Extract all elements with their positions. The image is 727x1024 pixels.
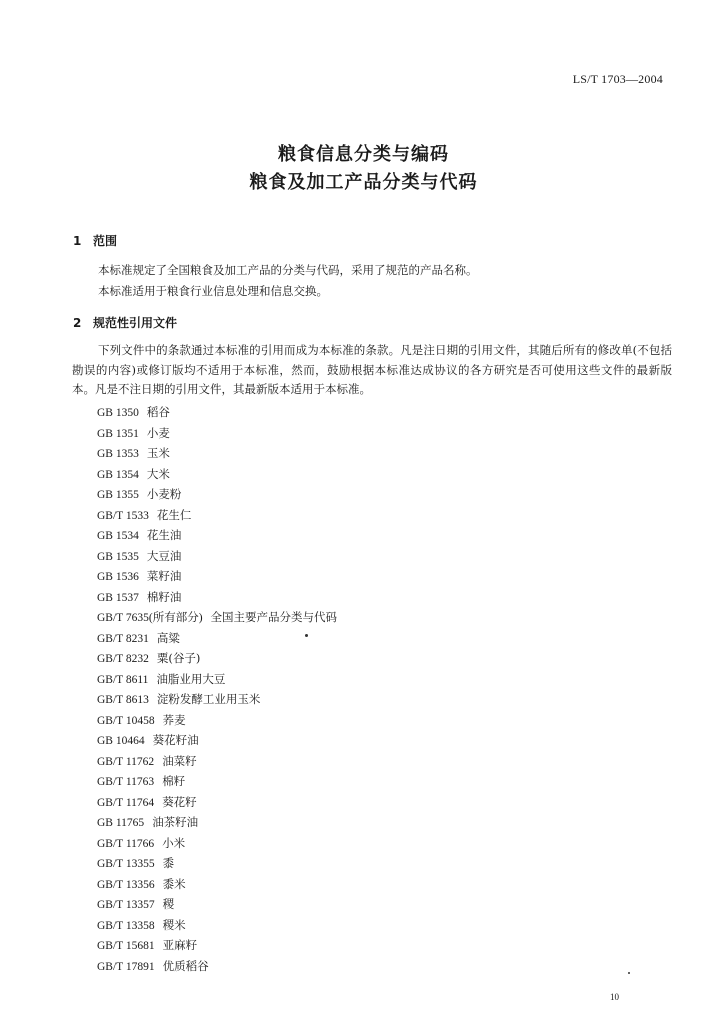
scan-speck (628, 972, 630, 974)
scope-paragraph-2: 本标准适用于粮食行业信息处理和信息交换。 (98, 284, 328, 298)
reference-item (97, 505, 337, 526)
reference-name: 油茶籽油 (152, 815, 199, 829)
reference-code: GB/T 15681 (97, 940, 155, 952)
reference-name: 大米 (146, 466, 170, 481)
reference-code: GB/T 8611 (97, 673, 149, 686)
reference-code: GB/T 13355 (97, 858, 155, 870)
reference-name: 葵花籽 (162, 794, 197, 809)
reference-code: GB 1350 (97, 407, 139, 419)
page-number: 10 (610, 992, 619, 1002)
reference-code: GB/T 11764 (97, 796, 155, 809)
reference-item (97, 751, 337, 772)
reference-code: GB 1534 (97, 530, 139, 542)
reference-name: 菜籽油 (146, 569, 182, 583)
reference-name: 全国主要产品分类与代码 (210, 610, 338, 624)
reference-code: GB/T 8613 (97, 694, 149, 706)
reference-item (97, 669, 337, 690)
scan-speck (305, 634, 308, 637)
reference-name: 葵花籽油 (152, 733, 199, 747)
reference-name: 高粱 (156, 630, 180, 645)
reference-item (97, 730, 337, 751)
reference-name: 油菜籽 (162, 753, 197, 768)
reference-item (97, 587, 337, 608)
reference-item (97, 792, 337, 813)
reference-list (97, 402, 337, 976)
reference-item (97, 402, 337, 423)
reference-code: GB/T 11766 (97, 837, 155, 850)
reference-item (97, 689, 337, 710)
reference-code: GB/T 10458 (97, 714, 155, 727)
reference-name: 小米 (162, 835, 186, 850)
reference-code: GB 10464 (97, 735, 145, 747)
reference-code: GB/T 13358 (97, 919, 155, 932)
reference-item (97, 956, 337, 977)
reference-code: GB 1351 (97, 427, 139, 440)
reference-item (97, 710, 337, 731)
reference-code: GB 1537 (97, 591, 139, 604)
section-number: 2 (73, 316, 82, 330)
section-heading-scope (73, 232, 117, 249)
reference-item (97, 771, 337, 792)
reference-name: 稻谷 (146, 405, 170, 419)
reference-item (97, 566, 337, 587)
section-title: 范围 (93, 234, 118, 248)
reference-item (97, 648, 337, 669)
reference-item (97, 915, 337, 936)
section-title: 规范性引用文件 (93, 316, 178, 330)
reference-name: 粟(谷子) (156, 651, 201, 665)
reference-name: 玉米 (146, 446, 170, 460)
reference-item (97, 423, 337, 444)
reference-name: 稷 (162, 897, 175, 911)
reference-code: GB/T 11763 (97, 776, 155, 788)
reference-code: GB 1536 (97, 571, 139, 583)
reference-item (97, 894, 337, 915)
reference-code: GB 1355 (97, 489, 139, 501)
reference-name: 亚麻籽 (162, 938, 198, 952)
references-paragraph: 下列文件中的条款通过本标准的引用而成为本标准的条款。凡是注日期的引用文件，其随后所有的修改单(不包括勘误的内容)或修订版均不适用于本标准，然而，鼓励根据本标准达成协议的各方研究是否可使用这些文件的最新版本。凡是不注日期的引用文件，其最新版本适用于本标准。 (72, 343, 672, 396)
reference-item (97, 443, 337, 464)
reference-name: 棉籽 (162, 774, 186, 788)
reference-name: 荞麦 (162, 712, 186, 727)
reference-code: GB 11765 (97, 817, 145, 829)
reference-code: GB 1353 (97, 448, 139, 460)
reference-code: GB/T 13356 (97, 878, 155, 891)
reference-name: 大豆油 (146, 548, 182, 563)
section-heading-normative-references (73, 314, 177, 331)
reference-name: 黍 (162, 856, 175, 870)
reference-item (97, 935, 337, 956)
reference-name: 棉籽油 (146, 589, 182, 604)
reference-name: 油脂业用大豆 (156, 671, 226, 686)
reference-item (97, 484, 337, 505)
reference-item (97, 874, 337, 895)
reference-code: GB/T 11762 (97, 755, 155, 768)
reference-name: 优质稻谷 (162, 958, 209, 973)
reference-name: 黍米 (162, 876, 186, 891)
reference-code: GB 1535 (97, 550, 139, 563)
reference-code: GB/T 17891 (97, 960, 155, 973)
reference-code: GB/T 8232 (97, 653, 149, 665)
reference-item (97, 833, 337, 854)
reference-item (97, 607, 337, 628)
document-subtitle: 粮食及加工产品分类与代码 (249, 172, 478, 193)
reference-item (97, 853, 337, 874)
reference-code: GB/T 7635(所有部分) (97, 612, 203, 624)
reference-name: 小麦 (146, 425, 170, 440)
reference-name: 花生仁 (156, 507, 192, 522)
document-title: 粮食信息分类与编码 (278, 144, 449, 165)
reference-item (97, 525, 337, 546)
reference-name: 淀粉发酵工业用玉米 (156, 692, 261, 706)
reference-item (97, 464, 337, 485)
reference-name: 花生油 (146, 528, 182, 542)
reference-name: 小麦粉 (146, 487, 182, 501)
reference-code: GB/T 13357 (97, 899, 155, 911)
reference-item (97, 546, 337, 567)
reference-name: 稷米 (162, 917, 186, 932)
reference-code: GB 1354 (97, 468, 139, 481)
reference-code: GB/T 8231 (97, 632, 149, 645)
section-number: 1 (73, 234, 82, 248)
standard-code: LS/T 1703—2004 (572, 72, 663, 86)
reference-code: GB/T 1533 (97, 509, 149, 522)
reference-item (97, 812, 337, 833)
reference-item (97, 628, 337, 649)
scope-paragraph-1: 本标准规定了全国粮食及加工产品的分类与代码，采用了规范的产品名称。 (98, 263, 478, 277)
